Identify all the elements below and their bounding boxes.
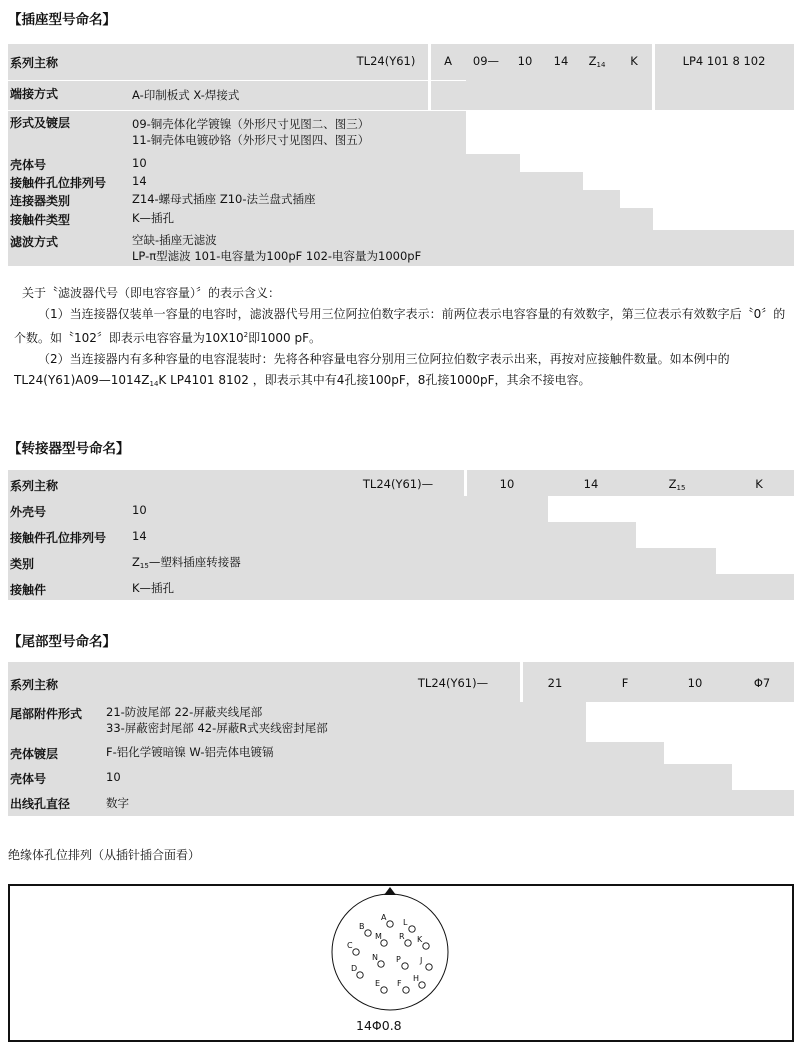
socket-code-a: A xyxy=(444,54,452,68)
socket-section-title: 【插座型号命名】 xyxy=(8,12,116,28)
socket-row-label: 接触件类型 xyxy=(10,213,71,227)
pin-label-d: D xyxy=(351,964,358,973)
key-marker-icon xyxy=(384,887,396,895)
pin-label-j: J xyxy=(420,956,423,965)
notes-paragraph-1: （1）当连接器仅装单一容量的电容时，滤波器代号用三位阿拉伯数字表示：前两位表示电容容量的有效数字，第三位表示有效数字后〝0〞的个数。如〝102〞即表示电容容量为$10X10^2$即1000 pF。 xyxy=(14,307,786,345)
adapter-row-desc: $Z_{15}—$塑料插座转接器 xyxy=(132,555,241,570)
socket-row-label: 滤波方式 xyxy=(10,235,59,249)
socket-code-09: 09— xyxy=(472,54,500,68)
tail-row-desc: 33-屏蔽密封尾部 42-屏蔽R式夹线密封尾部 xyxy=(106,721,328,735)
tail-row-label: 壳体镀层 xyxy=(10,747,59,761)
tail-series-code: TL24(Y61)— xyxy=(417,676,489,690)
adapter-series-label: 系列主称 xyxy=(10,479,59,493)
pin-hole-b xyxy=(365,930,371,936)
pin-hole-d xyxy=(357,972,363,978)
pin-hole-p xyxy=(402,963,408,969)
tail-row-label: 尾部附件形式 xyxy=(10,707,83,721)
pin-label-k: K xyxy=(417,935,423,944)
socket-row-desc: 11-铜壳体电镀砂铬（外形尺寸见图四、图五） xyxy=(132,133,370,147)
socket-row-desc: LP-π型滤波 101-电容量为100pF 102-电容量为1000pF xyxy=(132,249,422,263)
adapter-code-z: $Z_{15}$ xyxy=(668,477,686,492)
pin-label-f: F xyxy=(397,979,402,988)
pin-label-a: A xyxy=(381,913,387,922)
adapter-code-14: 14 xyxy=(583,477,599,491)
pin-hole-h xyxy=(419,982,425,988)
tail-code-10: 10 xyxy=(687,676,703,690)
pin-hole-n xyxy=(378,961,384,967)
socket-series-label: 系列主称 xyxy=(10,56,59,70)
socket-code-lp: LP4 101 8 102 xyxy=(682,54,766,68)
socket-row-desc: Z14-螺母式插座 Z10-法兰盘式插座 xyxy=(132,192,316,206)
socket-series-code: TL24(Y61) xyxy=(356,54,416,68)
adapter-row-desc: 14 xyxy=(132,529,147,543)
pin-label-b: B xyxy=(359,922,365,931)
pin-label-n: N xyxy=(372,953,378,962)
adapter-row-label: 类别 xyxy=(10,557,35,571)
socket-row-desc: 09-铜壳体化学镀镍（外形尺寸见图二、图三） xyxy=(132,117,370,131)
tail-row-label: 出线孔直径 xyxy=(10,797,71,811)
pin-hole-k xyxy=(423,943,429,949)
socket-code-z: $Z_{14}$ xyxy=(588,54,606,69)
pin-label-e: E xyxy=(375,979,381,988)
adapter-row-label: 接触件孔位排列号 xyxy=(10,531,107,545)
pin-label-h: H xyxy=(413,974,420,983)
socket-row-desc: K—插孔 xyxy=(132,211,175,225)
socket-row-label: 连接器类别 xyxy=(10,194,71,208)
tail-row-desc: 21-防波尾部 22-屏蔽夹线尾部 xyxy=(106,705,263,719)
pin-label-r: R xyxy=(399,932,405,941)
insulator-outline xyxy=(332,894,448,1010)
socket-row-desc: 14 xyxy=(132,174,147,188)
pin-label-c: C xyxy=(347,941,353,950)
pin-hole-c xyxy=(353,949,359,955)
tail-row-desc: 数字 xyxy=(106,796,129,810)
notes-intro: 关于〝滤波器代号（即电容容量）〞的表示含义： xyxy=(22,286,281,300)
socket-row-label: 接触件孔位排列号 xyxy=(10,176,107,190)
socket-row-label: 端接方式 xyxy=(10,87,59,101)
tail-row-label: 壳体号 xyxy=(10,772,47,786)
socket-code-10: 10 xyxy=(517,54,533,68)
pin-hole-f xyxy=(403,987,409,993)
insulator-caption: 14Φ0.8 xyxy=(356,1018,402,1033)
adapter-series-code: TL24(Y61)— xyxy=(362,477,434,491)
pin-hole-a xyxy=(387,921,393,927)
tail-code-f: F xyxy=(621,676,629,690)
insulator-title: 绝缘体孔位排列（从插针插合面看） xyxy=(8,848,201,862)
socket-row-desc: A-印制板式 X-焊接式 xyxy=(132,88,240,102)
pin-hole-j xyxy=(426,964,432,970)
pin-hole-e xyxy=(381,987,387,993)
pin-label-l: L xyxy=(403,918,408,927)
socket-row-label: 壳体号 xyxy=(10,158,47,172)
socket-row-label: 形式及镀层 xyxy=(10,116,71,130)
pin-label-p: P xyxy=(396,955,401,964)
adapter-row-desc: 10 xyxy=(132,503,147,517)
adapter-section-title: 【转接器型号命名】 xyxy=(8,441,130,457)
tail-code-diameter: Φ7 xyxy=(753,676,771,690)
notes-paragraph-2: （2）当连接器内有多种容量的电容混装时：先将各种容量电容分别用三位阿拉伯数字表示出来，再按对应接触件数量。如本例中的$TL24(Y61)A09—1014Z_{14}K$ LP4101 8102 ，即表示其中有4孔接100pF，8孔接1000pF，其余不接电容。 xyxy=(14,352,730,388)
tail-row-desc: 10 xyxy=(106,770,121,784)
socket-code-k: K xyxy=(630,54,638,68)
adapter-row-label: 接触件 xyxy=(10,583,47,597)
pin-hole-r xyxy=(405,940,411,946)
adapter-row-label: 外壳号 xyxy=(10,505,47,519)
tail-code-21: 21 xyxy=(547,676,563,690)
socket-row-desc: 10 xyxy=(132,156,147,170)
tail-series-label: 系列主称 xyxy=(10,678,59,692)
adapter-row-desc: K—插孔 xyxy=(132,581,175,595)
socket-code-14: 14 xyxy=(553,54,569,68)
socket-row-desc: 空缺-插座无滤波 xyxy=(132,233,217,247)
adapter-code-k: K xyxy=(755,477,763,491)
pin-hole-l xyxy=(409,926,415,932)
tail-row-desc: F-铝化学镀暗镍 W-铝壳体电镀镉 xyxy=(106,745,274,759)
tail-section-title: 【尾部型号命名】 xyxy=(8,634,116,650)
pin-label-m: M xyxy=(375,932,382,941)
adapter-code-10: 10 xyxy=(499,477,515,491)
